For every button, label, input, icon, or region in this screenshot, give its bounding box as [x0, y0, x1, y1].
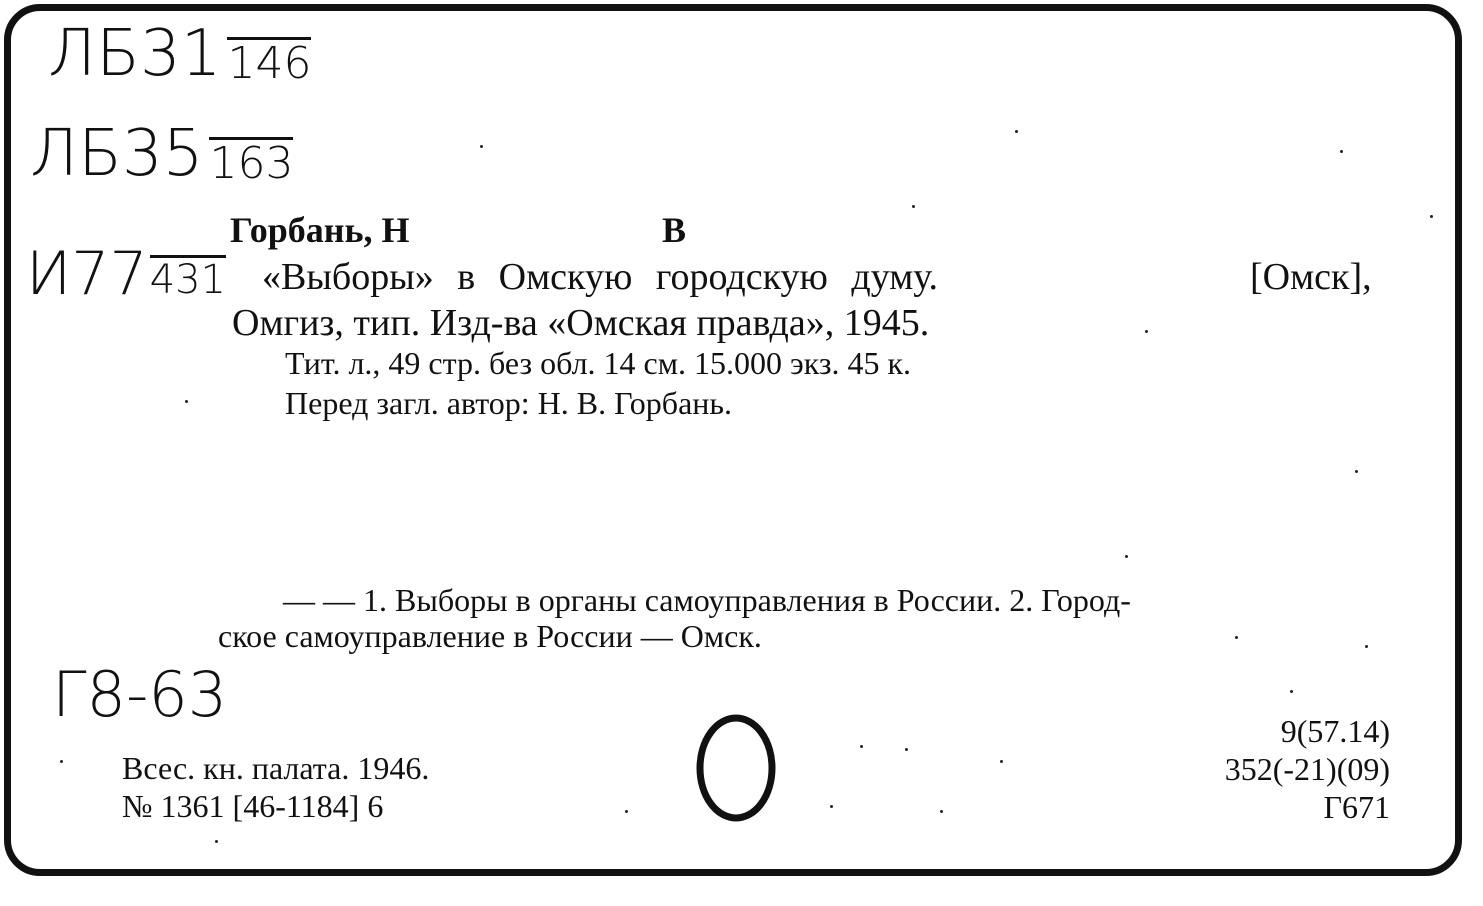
scan-speck: [1340, 150, 1343, 153]
handwritten-shelf-mark-2: [30, 117, 294, 191]
classification-code-1: 9(57.14): [1280, 713, 1390, 749]
publisher-line: Омгиз, тип. Изд-ва «Омская правда», 1945.: [232, 302, 930, 344]
shelf-mark-3-sub: 431: [149, 257, 226, 303]
book-chamber: Всес. кн. палата. 1946.: [122, 750, 430, 786]
shelf-mark-2-sub: 163: [209, 138, 294, 189]
scan-speck: [1015, 130, 1018, 133]
author-note: Перед загл. автор: Н. В. Горбань.: [285, 385, 732, 421]
registration-number: № 1361 [46-1184] 6: [122, 788, 384, 824]
physical-description: Тит. л., 49 стр. без обл. 14 см. 15.000 экз. 45 к.: [285, 345, 912, 381]
scan-speck: [860, 745, 863, 748]
scan-speck: [60, 760, 63, 763]
scan-speck: [1430, 215, 1433, 218]
shelf-mark-1-sub: 146: [227, 38, 312, 89]
scan-speck: [215, 840, 218, 843]
scan-speck: [1235, 636, 1238, 639]
classification-code-2: 352(-21)(09): [1224, 751, 1390, 787]
publication-place: [Омск],: [1250, 256, 1372, 298]
scan-speck: [185, 400, 188, 403]
shelf-mark-2-main: ЛБ35: [30, 117, 204, 191]
scan-speck: [1125, 555, 1128, 558]
scan-speck: [480, 145, 483, 148]
scan-speck: [940, 810, 943, 813]
subject-headings-line-1: — — 1. Выборы в органы самоуправления в России. 2. Город-: [283, 582, 1131, 618]
scan-speck: [830, 805, 833, 808]
scan-speck: [1145, 330, 1148, 333]
scan-speck: [1355, 470, 1358, 473]
title-line: «Выборы» в Омскую городскую думу.: [262, 256, 938, 298]
handwritten-circle-mark: [690, 710, 786, 826]
scan-speck: [905, 748, 908, 751]
shelf-mark-1-main: ЛБ31: [48, 17, 222, 91]
scan-speck: [1000, 760, 1003, 763]
scan-speck: [625, 810, 628, 813]
scan-speck: [1290, 690, 1293, 693]
subject-headings-line-2: ское самоуправление в России — Омск.: [218, 618, 762, 654]
handwritten-code: Г8-63: [52, 658, 228, 731]
scan-speck: [912, 205, 915, 208]
shelf-mark-3-main: И77: [26, 239, 148, 309]
author-initial: В: [662, 210, 687, 250]
handwritten-shelf-mark-3: [26, 239, 226, 309]
handwritten-shelf-mark-1: [48, 17, 312, 91]
author-surname: Горбань, Н: [230, 210, 410, 250]
scan-speck: [1365, 645, 1368, 648]
classification-code-3: Г671: [1323, 789, 1390, 825]
